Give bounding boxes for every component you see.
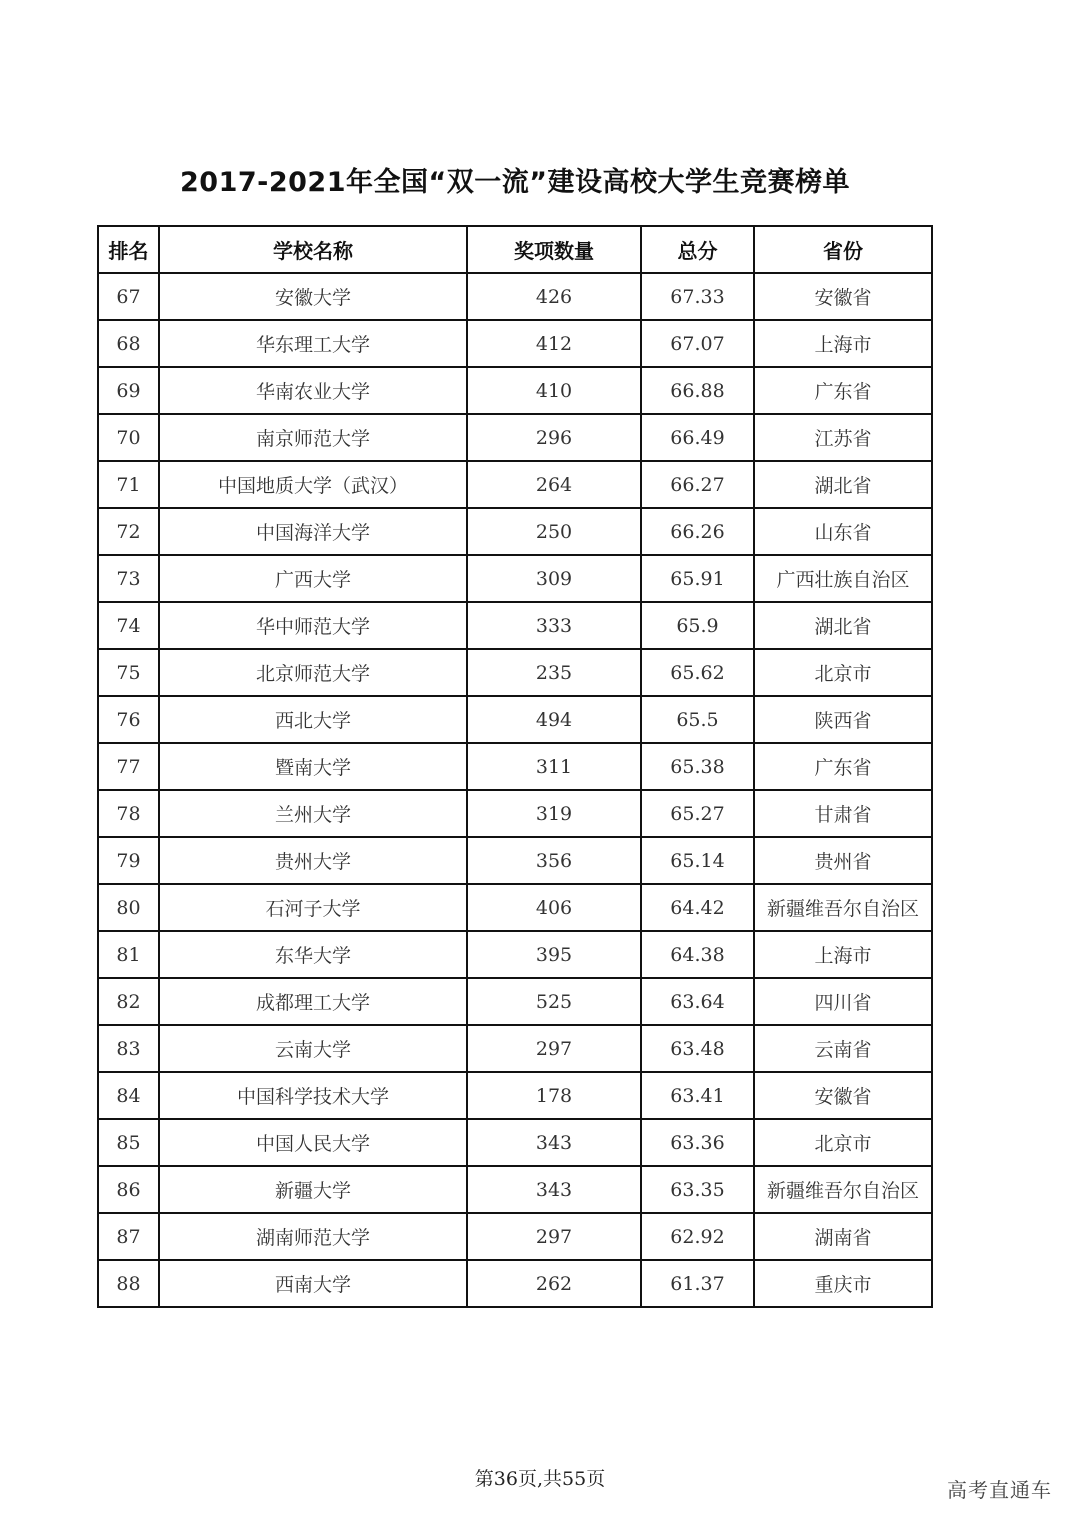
- cell-school-name: 东华大学: [159, 931, 467, 978]
- cell-province: 新疆维吾尔自治区: [754, 1166, 932, 1213]
- cell-province: 广西壮族自治区: [754, 555, 932, 602]
- cell-school-name: 石河子大学: [159, 884, 467, 931]
- cell-rank: 70: [98, 414, 159, 461]
- cell-school-name: 安徽大学: [159, 273, 467, 320]
- cell-award-count: 525: [467, 978, 641, 1025]
- cell-province: 上海市: [754, 320, 932, 367]
- cell-total-score: 61.37: [641, 1260, 754, 1307]
- cell-rank: 80: [98, 884, 159, 931]
- cell-province: 安徽省: [754, 273, 932, 320]
- cell-school-name: 中国海洋大学: [159, 508, 467, 555]
- table-row: [98, 743, 932, 790]
- cell-award-count: 297: [467, 1025, 641, 1072]
- table-body: [98, 273, 932, 1307]
- cell-total-score: 66.49: [641, 414, 754, 461]
- cell-total-score: 62.92: [641, 1213, 754, 1260]
- cell-rank: 87: [98, 1213, 159, 1260]
- table-row: [98, 1119, 932, 1166]
- table-row: [98, 1166, 932, 1213]
- watermark: 高考直通车: [947, 1478, 1052, 1502]
- cell-award-count: 311: [467, 743, 641, 790]
- cell-total-score: 63.35: [641, 1166, 754, 1213]
- cell-province: 新疆维吾尔自治区: [754, 884, 932, 931]
- cell-award-count: 319: [467, 790, 641, 837]
- cell-rank: 73: [98, 555, 159, 602]
- cell-school-name: 中国地质大学（武汉）: [159, 461, 467, 508]
- table-row: [98, 978, 932, 1025]
- cell-total-score: 66.88: [641, 367, 754, 414]
- cell-rank: 88: [98, 1260, 159, 1307]
- cell-rank: 84: [98, 1072, 159, 1119]
- cell-province: 湖北省: [754, 602, 932, 649]
- cell-rank: 72: [98, 508, 159, 555]
- table-row: [98, 1025, 932, 1072]
- cell-province: 山东省: [754, 508, 932, 555]
- cell-rank: 75: [98, 649, 159, 696]
- cell-province: 贵州省: [754, 837, 932, 884]
- cell-award-count: 406: [467, 884, 641, 931]
- cell-school-name: 华中师范大学: [159, 602, 467, 649]
- cell-school-name: 西北大学: [159, 696, 467, 743]
- cell-total-score: 66.26: [641, 508, 754, 555]
- cell-award-count: 356: [467, 837, 641, 884]
- cell-rank: 81: [98, 931, 159, 978]
- table-row: [98, 1213, 932, 1260]
- cell-school-name: 新疆大学: [159, 1166, 467, 1213]
- header-school-name: 学校名称: [159, 226, 467, 273]
- cell-total-score: 65.38: [641, 743, 754, 790]
- table-row: [98, 367, 932, 414]
- cell-school-name: 中国科学技术大学: [159, 1072, 467, 1119]
- cell-province: 江苏省: [754, 414, 932, 461]
- cell-rank: 67: [98, 273, 159, 320]
- header-province: 省份: [754, 226, 932, 273]
- cell-total-score: 63.48: [641, 1025, 754, 1072]
- header-award-count: 奖项数量: [467, 226, 641, 273]
- table-row: [98, 508, 932, 555]
- cell-award-count: 343: [467, 1119, 641, 1166]
- cell-school-name: 西南大学: [159, 1260, 467, 1307]
- cell-award-count: 264: [467, 461, 641, 508]
- cell-school-name: 暨南大学: [159, 743, 467, 790]
- cell-award-count: 235: [467, 649, 641, 696]
- cell-province: 湖北省: [754, 461, 932, 508]
- cell-rank: 74: [98, 602, 159, 649]
- cell-award-count: 250: [467, 508, 641, 555]
- ranking-table: [97, 225, 933, 1308]
- cell-province: 云南省: [754, 1025, 932, 1072]
- cell-rank: 78: [98, 790, 159, 837]
- cell-school-name: 南京师范大学: [159, 414, 467, 461]
- cell-award-count: 333: [467, 602, 641, 649]
- table-row: [98, 649, 932, 696]
- cell-award-count: 412: [467, 320, 641, 367]
- cell-total-score: 63.64: [641, 978, 754, 1025]
- cell-total-score: 63.41: [641, 1072, 754, 1119]
- cell-total-score: 63.36: [641, 1119, 754, 1166]
- table-row: [98, 1260, 932, 1307]
- cell-total-score: 65.14: [641, 837, 754, 884]
- cell-school-name: 华南农业大学: [159, 367, 467, 414]
- cell-rank: 69: [98, 367, 159, 414]
- cell-award-count: 309: [467, 555, 641, 602]
- header-rank: 排名: [98, 226, 159, 273]
- page-number: 第36页,共55页: [474, 1468, 606, 1490]
- cell-province: 广东省: [754, 743, 932, 790]
- cell-award-count: 426: [467, 273, 641, 320]
- table-row: [98, 461, 932, 508]
- cell-rank: 83: [98, 1025, 159, 1072]
- cell-school-name: 广西大学: [159, 555, 467, 602]
- cell-province: 陕西省: [754, 696, 932, 743]
- cell-rank: 71: [98, 461, 159, 508]
- cell-total-score: 64.38: [641, 931, 754, 978]
- table-row: [98, 414, 932, 461]
- page-title: 2017-2021年全国“双一流”建设高校大学生竞赛榜单: [180, 167, 850, 198]
- table-row: [98, 931, 932, 978]
- cell-total-score: 67.07: [641, 320, 754, 367]
- cell-province: 重庆市: [754, 1260, 932, 1307]
- table-row: [98, 602, 932, 649]
- table-row: [98, 837, 932, 884]
- cell-rank: 76: [98, 696, 159, 743]
- table-row: [98, 555, 932, 602]
- cell-total-score: 65.5: [641, 696, 754, 743]
- table-row: [98, 320, 932, 367]
- table-row: [98, 696, 932, 743]
- cell-rank: 82: [98, 978, 159, 1025]
- cell-total-score: 64.42: [641, 884, 754, 931]
- cell-total-score: 65.27: [641, 790, 754, 837]
- cell-total-score: 65.91: [641, 555, 754, 602]
- cell-school-name: 成都理工大学: [159, 978, 467, 1025]
- cell-total-score: 65.62: [641, 649, 754, 696]
- cell-total-score: 66.27: [641, 461, 754, 508]
- cell-rank: 77: [98, 743, 159, 790]
- cell-province: 北京市: [754, 1119, 932, 1166]
- cell-school-name: 云南大学: [159, 1025, 467, 1072]
- cell-award-count: 262: [467, 1260, 641, 1307]
- cell-province: 广东省: [754, 367, 932, 414]
- table-row: [98, 790, 932, 837]
- cell-province: 北京市: [754, 649, 932, 696]
- header-total-score: 总分: [641, 226, 754, 273]
- cell-school-name: 中国人民大学: [159, 1119, 467, 1166]
- cell-award-count: 297: [467, 1213, 641, 1260]
- cell-award-count: 178: [467, 1072, 641, 1119]
- cell-award-count: 296: [467, 414, 641, 461]
- table-header-row: [98, 226, 932, 273]
- cell-school-name: 北京师范大学: [159, 649, 467, 696]
- cell-rank: 68: [98, 320, 159, 367]
- cell-rank: 79: [98, 837, 159, 884]
- cell-rank: 85: [98, 1119, 159, 1166]
- cell-province: 上海市: [754, 931, 932, 978]
- cell-province: 安徽省: [754, 1072, 932, 1119]
- cell-award-count: 395: [467, 931, 641, 978]
- table-row: [98, 273, 932, 320]
- cell-province: 湖南省: [754, 1213, 932, 1260]
- cell-total-score: 65.9: [641, 602, 754, 649]
- cell-province: 甘肃省: [754, 790, 932, 837]
- cell-school-name: 贵州大学: [159, 837, 467, 884]
- cell-school-name: 湖南师范大学: [159, 1213, 467, 1260]
- cell-rank: 86: [98, 1166, 159, 1213]
- cell-province: 四川省: [754, 978, 932, 1025]
- cell-school-name: 兰州大学: [159, 790, 467, 837]
- cell-total-score: 67.33: [641, 273, 754, 320]
- cell-school-name: 华东理工大学: [159, 320, 467, 367]
- table-row: [98, 1072, 932, 1119]
- table-row: [98, 884, 932, 931]
- cell-award-count: 343: [467, 1166, 641, 1213]
- cell-award-count: 494: [467, 696, 641, 743]
- cell-award-count: 410: [467, 367, 641, 414]
